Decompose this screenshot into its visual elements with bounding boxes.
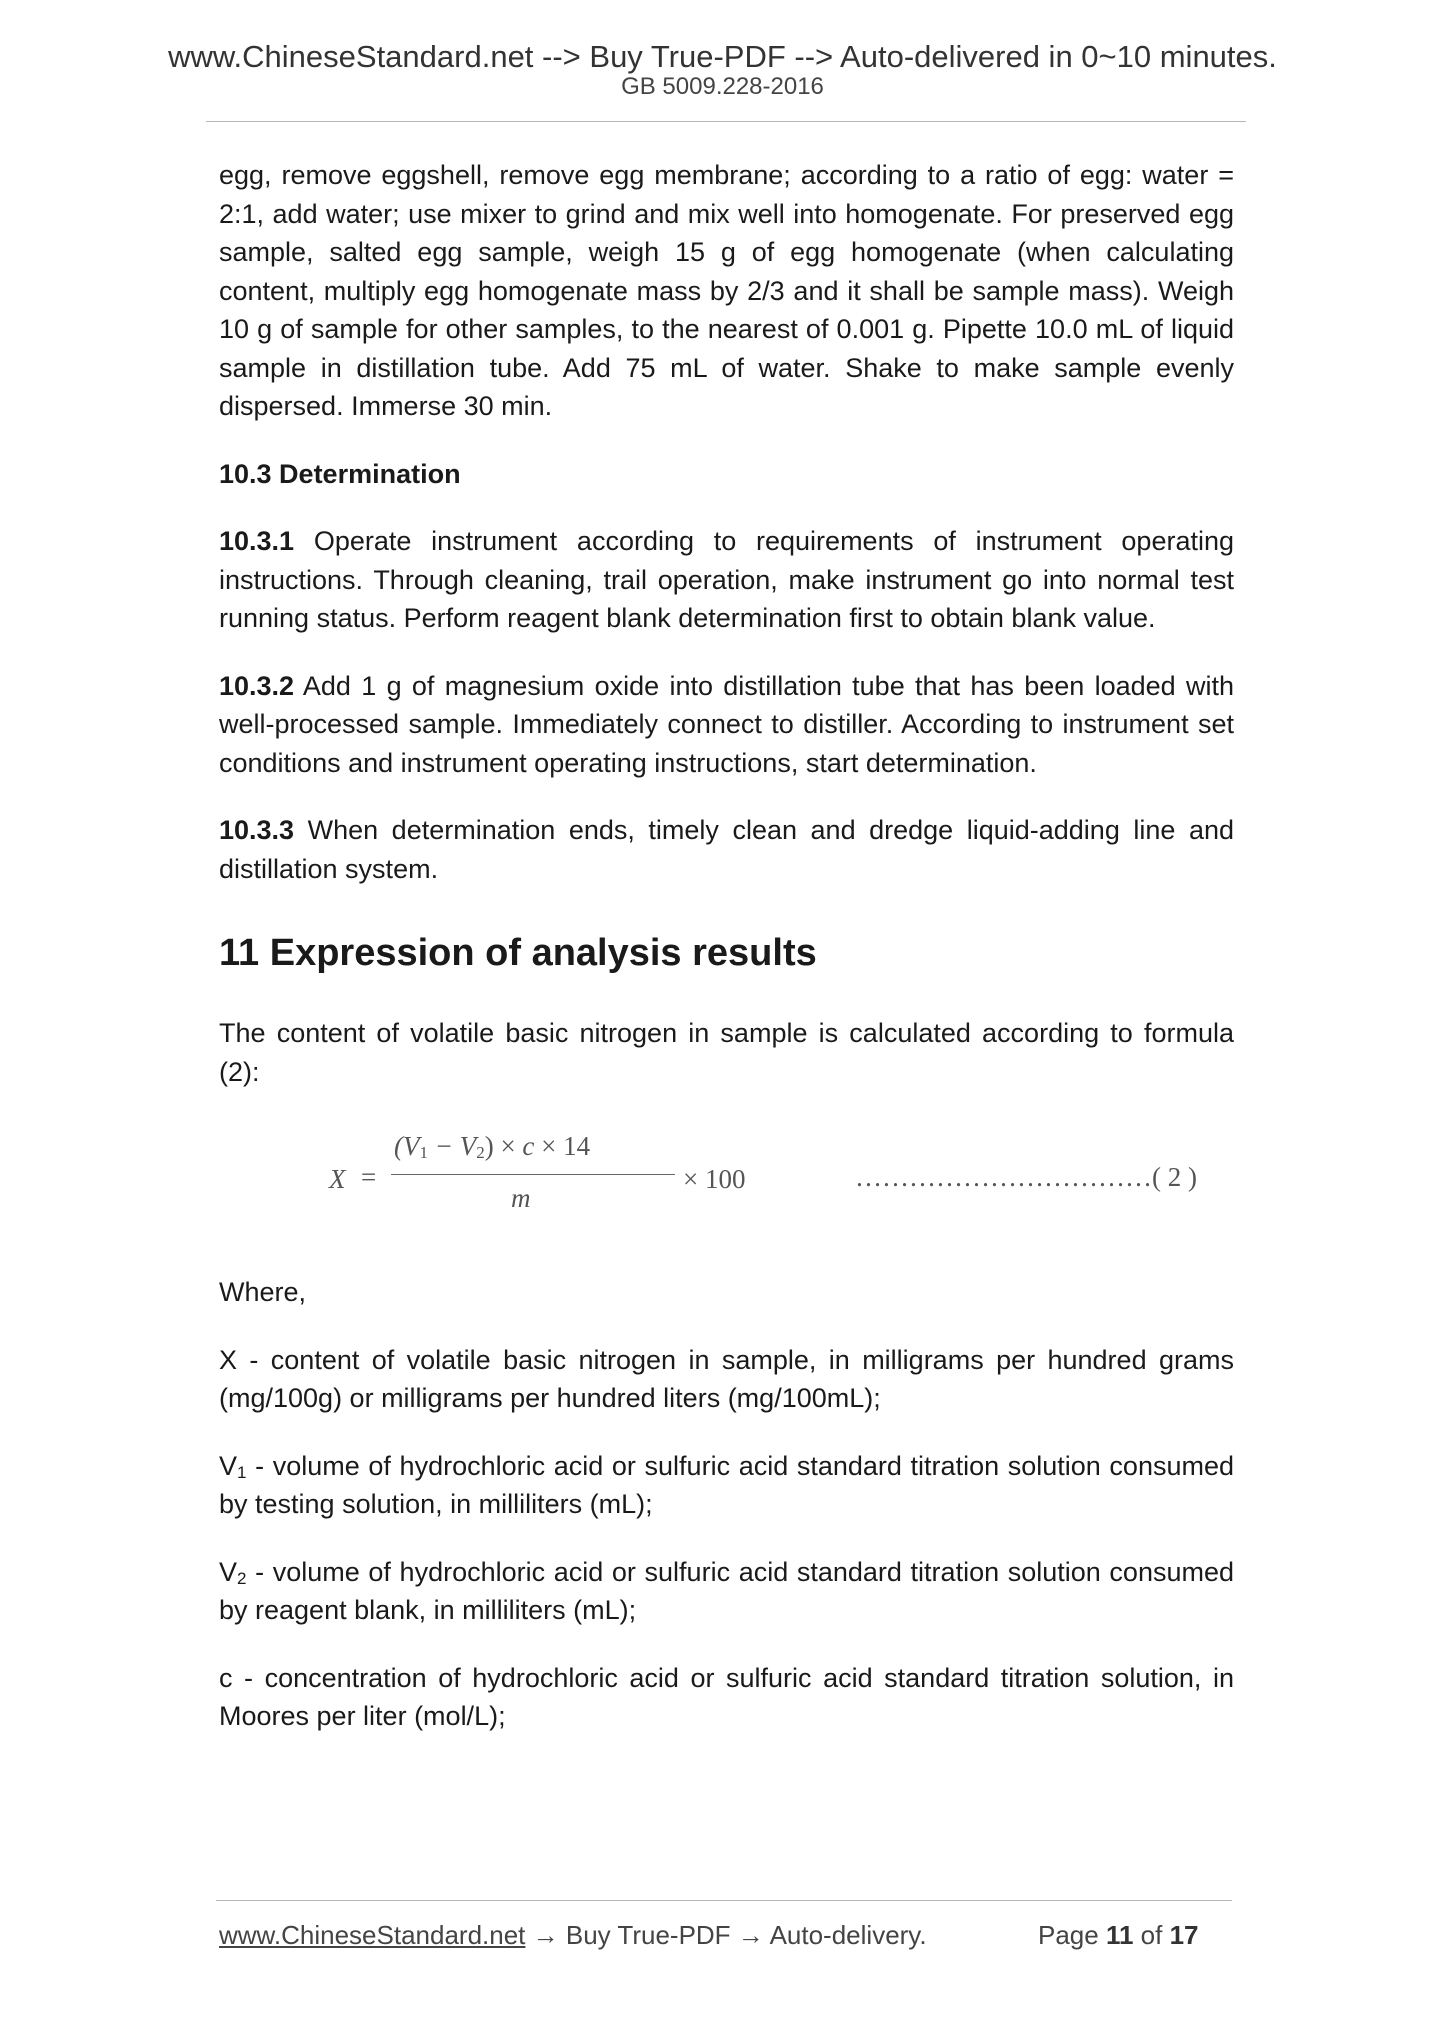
standard-number: GB 5009.228-2016 — [621, 73, 824, 100]
formula-number — [855, 1162, 1197, 1193]
definition-symbol: V — [219, 1450, 238, 1481]
formula-lhs: X — [329, 1164, 346, 1194]
num-part: − V — [427, 1131, 477, 1161]
definition-symbol: X — [219, 1344, 238, 1375]
num-sub: 1 — [419, 1143, 428, 1162]
page-indicator — [1038, 1920, 1199, 1951]
clause-text: Operate instrument according to requirements of instrument operating instructions. Through cleaning, trail operation, make instrument go into normal test running status. Perform reagent blank determination first to obtain blank value. — [219, 526, 1234, 633]
section-10-3-heading: 10.3 Determination — [219, 458, 461, 489]
clause-10-3-3 — [219, 811, 1234, 888]
equation-number: ( 2 ) — [1152, 1162, 1197, 1192]
formula-numerator — [394, 1131, 590, 1162]
num-part: (V — [394, 1131, 420, 1161]
num-part: × 14 — [534, 1131, 591, 1161]
clause-text: When determination ends, timely clean and dredge liquid-adding line and distillation system. — [219, 815, 1234, 884]
footer-promo-text: → Buy True-PDF → Auto-delivery. — [525, 1920, 927, 1950]
page-total: 17 — [1169, 1920, 1199, 1950]
page-label: Page — [1038, 1920, 1106, 1950]
header-divider — [206, 121, 1246, 122]
formula-intro: The content of volatile basic nitrogen in sample is calculated according to formula (2): — [219, 1018, 1234, 1087]
definition-c — [219, 1659, 1234, 1736]
definition-v1 — [219, 1447, 1234, 1524]
definition-text: - content of volatile basic nitrogen in sample, in milligrams per hundred grams (mg/100g) or milligrams per hundred liters (mg/100mL); — [219, 1344, 1234, 1413]
definition-text: - volume of hydrochloric acid or sulfuric acid standard titration solution consumed by reagent blank, in milliliters (mL); — [219, 1556, 1234, 1625]
formula-equals: = — [361, 1162, 377, 1192]
definition-text: - volume of hydrochloric acid or sulfuric acid standard titration solution consumed by testing solution, in milliliters (mL); — [219, 1450, 1234, 1519]
section-11-heading: 11 Expression of analysis results — [219, 932, 817, 974]
where-label: Where, — [219, 1277, 307, 1307]
intro-paragraph: egg, remove eggshell, remove egg membrane; according to a ratio of egg: water = 2:1, add water; use mixer to grind and mix well into homogenate. For preserved egg sample, salted egg sample, weigh 15 g of egg homogenate (when calculating content, multiply egg homogenate mass by 2/3 and it shall be sample mass). Weigh 10 g of sample for other samples, to the nearest of 0.001 g. Pipette 10.0 mL of liquid sample in distillation tube. Add 75 mL of water. Shake to make sample evenly dispersed. Immerse 30 min. — [219, 160, 1234, 421]
definition-v2 — [219, 1553, 1234, 1630]
num-part: ) × — [484, 1131, 523, 1161]
formula-multiplier: × 100 — [683, 1164, 746, 1194]
clause-10-3-1 — [219, 522, 1234, 638]
footer-divider — [216, 1900, 1232, 1901]
clause-number: 10.3.1 — [219, 526, 295, 556]
page-number: 11 — [1105, 1920, 1134, 1950]
definition-x — [219, 1341, 1234, 1418]
of-label: of — [1133, 1920, 1170, 1950]
footer-promo — [219, 1920, 927, 1951]
formula-2 — [219, 1131, 1234, 1231]
definition-text: - concentration of hydrochloric acid or sulfuric acid standard titration solution, in Moores per liter (mol/L); — [219, 1662, 1234, 1731]
clause-number: 10.3.3 — [219, 815, 295, 845]
footer-site-link[interactable]: www.ChineseStandard.net — [219, 1920, 526, 1950]
num-part: c — [522, 1131, 535, 1161]
definition-symbol: V — [219, 1556, 238, 1587]
definition-subscript: 2 — [237, 1568, 247, 1588]
header-banner: www.ChineseStandard.net --> Buy True-PDF --> Auto-delivered in 0~10 minutes. — [168, 39, 1277, 74]
fraction-bar — [391, 1174, 675, 1175]
definition-subscript: 1 — [237, 1462, 247, 1482]
clause-number: 10.3.2 — [219, 670, 295, 701]
clause-text: Add 1 g of magnesium oxide into distillation tube that has been loaded with well-processed sample. Immediately connect to distiller. According to instrument set conditions and instrument operating instructions, start determination. — [219, 670, 1234, 778]
num-sub: 2 — [476, 1143, 485, 1162]
leader-dots: …………………………… — [855, 1162, 1152, 1192]
definition-symbol: c — [219, 1662, 233, 1693]
clause-10-3-2 — [219, 667, 1234, 783]
formula-denominator: m — [511, 1183, 531, 1213]
page-content — [219, 156, 1234, 1736]
